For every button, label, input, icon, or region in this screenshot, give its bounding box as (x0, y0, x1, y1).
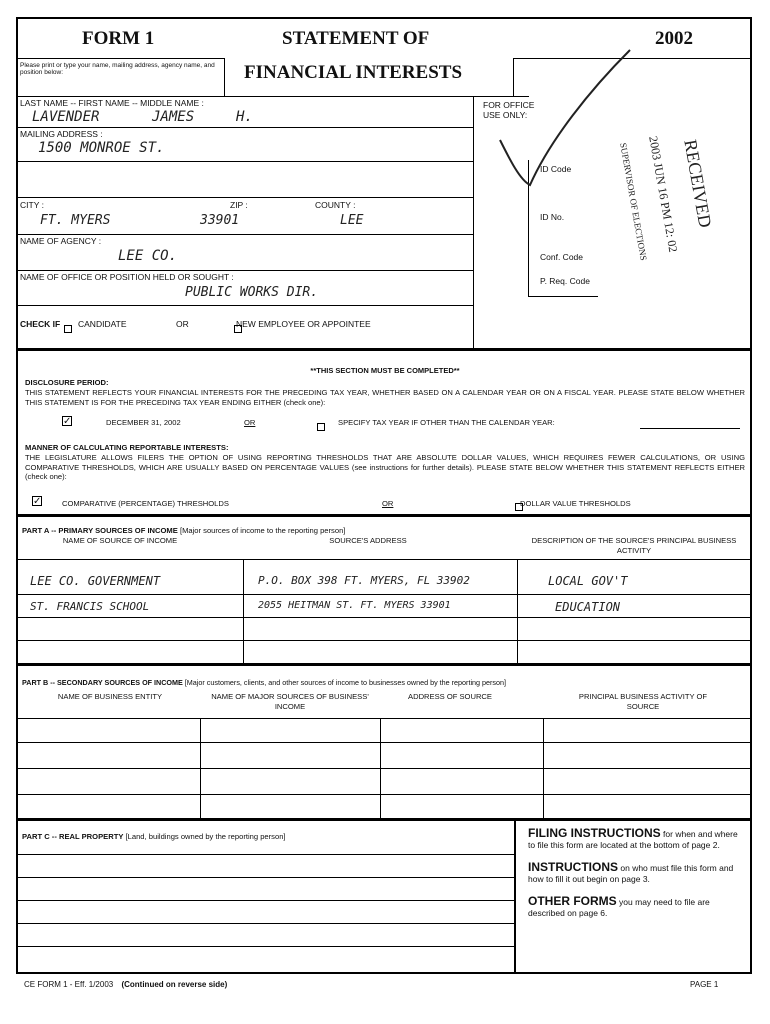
id-no-label: ID No. (540, 212, 565, 222)
middle-name-value: H. (236, 109, 253, 125)
part-a-subtitle: [Major sources of income to the reporting person] (179, 526, 346, 535)
specify-label: SPECIFY TAX YEAR IF OTHER THAN THE CALENDAR YEAR: (338, 418, 555, 427)
office-value: PUBLIC WORKS DIR. (185, 285, 319, 300)
part-a-row2-name: ST. FRANCIS SCHOOL (30, 600, 150, 613)
part-c-title: PART C -- REAL PROPERTY (22, 832, 124, 841)
form-title-line1: STATEMENT OF (282, 28, 430, 49)
part-c-subtitle: [Land, buildings owned by the reporting person] (125, 832, 286, 841)
stamp-date: 2003 JUN 16 PM 12: 02 (646, 135, 681, 254)
part-b-col-activity: PRINCIPAL BUSINESS ACTIVITY OF SOURCE (578, 692, 708, 711)
checkmark-icon (480, 30, 640, 190)
part-a-row2-address: 2055 HEITMAN ST. FT. MYERS 33901 (258, 600, 451, 611)
p-req-code-label: P. Req. Code (540, 276, 590, 286)
instructions-block: INSTRUCTIONS on who must file this form and how to fill it out begin on page 3. (528, 860, 734, 884)
part-b-title: PART B -- SECONDARY SOURCES OF INCOME (22, 678, 183, 687)
candidate-checkbox[interactable] (64, 325, 72, 333)
part-a-col-name: NAME OF SOURCE OF INCOME (62, 536, 178, 545)
part-b-col-sources: NAME OF MAJOR SOURCES OF BUSINESS' INCOME (211, 692, 369, 711)
filing-instructions: FILING INSTRUCTIONS for when and where to file this form are located at the bottom of page 2. (528, 826, 738, 850)
id-code-label: ID Code (540, 164, 572, 174)
city-value: FT. MYERS (40, 213, 111, 228)
other-year-checkbox[interactable] (317, 423, 325, 431)
comparative-label: COMPARATIVE (PERCENTAGE) THRESHOLDS (62, 499, 229, 508)
county-label: COUNTY : (315, 200, 356, 210)
footer-continued: (Continued on reverse side) (121, 980, 228, 989)
manner-or-label: OR (382, 499, 394, 508)
zip-value: 33901 (200, 213, 240, 228)
part-a-row1-desc: LOCAL GOV'T (548, 574, 628, 588)
part-b-col-address: ADDRESS OF SOURCE (408, 692, 492, 701)
stamp-office: SUPERVISOR OF ELECTIONS (618, 142, 649, 262)
manner-title: MANNER OF CALCULATING REPORTABLE INTERESTS: (25, 443, 229, 452)
part-a-row2-desc: EDUCATION (555, 600, 621, 614)
address-label: MAILING ADDRESS : (20, 129, 103, 139)
part-a-title: PART A -- PRIMARY SOURCES OF INCOME (22, 526, 178, 535)
office-use-label: FOR OFFICE USE ONLY: (483, 100, 535, 120)
manner-text: THE LEGISLATURE ALLOWS FILERS THE OPTION OF USING REPORTING THRESHOLDS THAT ARE ABSOLUTE DOLLAR VALUES, WHICH REQUIRES FEWER CALCULATIONS, OR USING COMPARATIVE THRESHOLDS, WHICH ARE USUALLY BASED ON PERCENTAGE VALUES (see instructions for further details). PLEASE STATE BELOW WHETHER THIS STATEMENT REFLECTS EITHER (check one): (25, 453, 745, 481)
part-a-col-desc: DESCRIPTION OF THE SOURCE'S PRINCIPAL BUSINESS ACTIVITY (531, 536, 737, 555)
check-if-label: CHECK IF (20, 319, 61, 329)
county-value: LEE (340, 213, 364, 228)
print-note: Please print or type your name, mailing address, agency name, and position below: (20, 62, 215, 76)
conf-code-label: Conf. Code (540, 252, 583, 262)
last-name-value: LAVENDER (32, 109, 100, 125)
stamp-received: RECEIVED (680, 138, 716, 230)
period-or-label: OR (244, 418, 256, 427)
footer-page: PAGE 1 (690, 980, 719, 989)
dec31-checkbox[interactable]: ✓ (63, 416, 72, 427)
form-title-line2: FINANCIAL INTERESTS (244, 62, 463, 83)
part-a-row1-name: LEE CO. GOVERNMENT (30, 574, 161, 588)
other-forms-block: OTHER FORMS you may need to file are described on page 6. (528, 894, 710, 918)
part-b-col-entity: NAME OF BUSINESS ENTITY (57, 692, 163, 701)
city-label: CITY : (20, 200, 44, 210)
agency-label: NAME OF AGENCY : (20, 236, 102, 246)
candidate-label: CANDIDATE (78, 319, 127, 329)
part-a-row1-address: P.O. BOX 398 FT. MYERS, FL 33902 (258, 574, 470, 587)
disclosure-period-title: DISCLOSURE PERIOD: (25, 378, 109, 387)
name-label: LAST NAME -- FIRST NAME -- MIDDLE NAME : (20, 98, 204, 108)
zip-label: ZIP : (230, 200, 248, 210)
comparative-checkbox[interactable]: ✓ (33, 496, 42, 507)
or-label: OR (176, 319, 189, 329)
new-employee-label: NEW EMPLOYEE OR APPOINTEE (236, 319, 371, 329)
first-name-value: JAMES (152, 109, 195, 125)
dollar-label: DOLLAR VALUE THRESHOLDS (520, 499, 631, 508)
disclosure-period-text: THIS STATEMENT REFLECTS YOUR FINANCIAL INTERESTS FOR THE PRECEDING TAX YEAR, WHETHER BASED ON A CALENDAR YEAR OR ON A FISCAL YEAR. PLEASE STATE BELOW WHETHER THIS STATEMENT IS FOR THE PRECEDING TAX YEAR ENDING EITHER (check one): (25, 388, 745, 407)
office-label: NAME OF OFFICE OR POSITION HELD OR SOUGHT : (20, 272, 234, 282)
form-year: 2002 (655, 28, 693, 49)
must-complete-note: **THIS SECTION MUST BE COMPLETED** (310, 366, 460, 375)
form-number: FORM 1 (82, 28, 155, 49)
dec31-label: DECEMBER 31, 2002 (106, 418, 181, 427)
footer-form-id: CE FORM 1 - Eff. 1/2003 (24, 980, 114, 989)
agency-value: LEE CO. (118, 248, 178, 264)
part-b-subtitle: [Major customers, clients, and other sources of income to businesses owned by the reporting person] (184, 678, 507, 687)
specify-line[interactable] (640, 428, 740, 429)
address-value: 1500 MONROE ST. (38, 140, 165, 156)
part-a-col-address: SOURCE'S ADDRESS (329, 536, 407, 545)
